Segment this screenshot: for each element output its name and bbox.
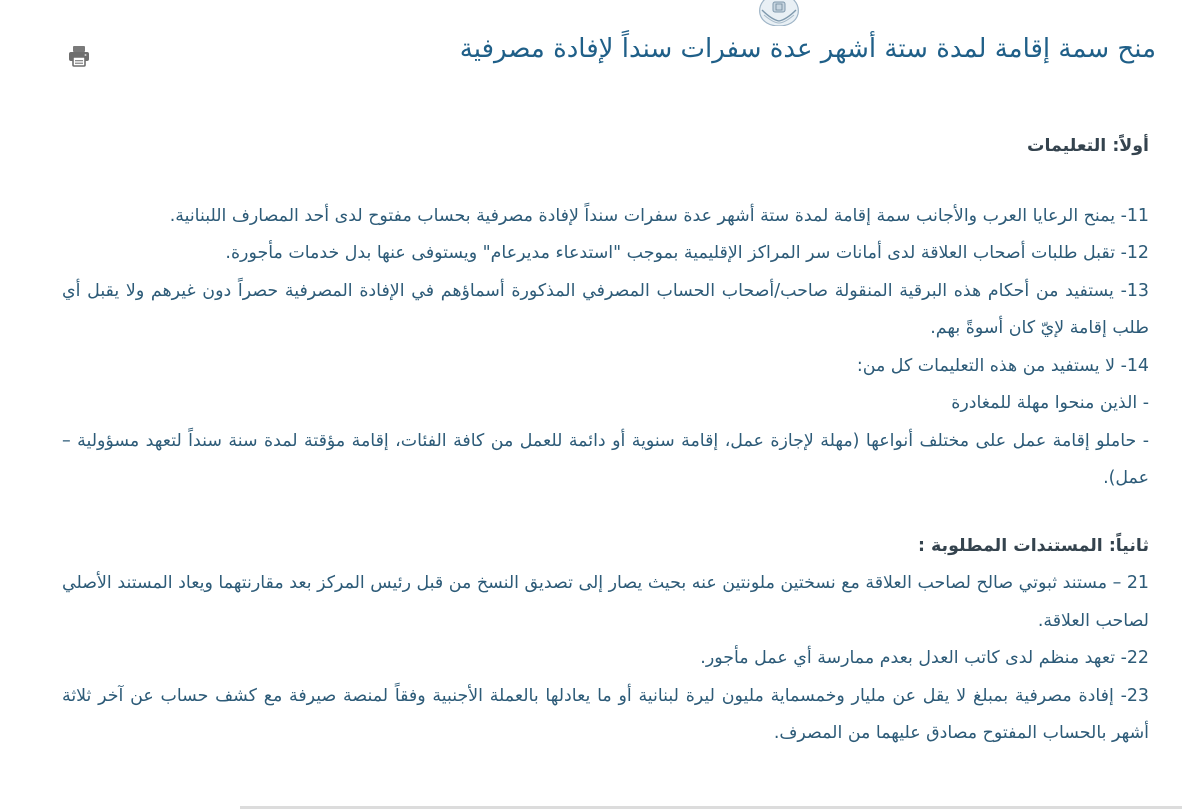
- document-item: 22- تعهد منظم لدى كاتب العدل بعدم ممارسة أي عمل مأجور.: [700, 648, 1149, 668]
- instructions-content: [62, 128, 1149, 753]
- instruction-item: 13- يستفيد من أحكام هذه البرقية المنقولة صاحب/أصحاب الحساب المصرفي المذكورة أسماؤهم في الإفادة المصرفية حصراً دون غيرهم ولا يقبل أي طلب إقامة لإيّ كان أسوةً بهم.: [62, 280, 1149, 338]
- instruction-item: - الذين منحوا مهلة للمغادرة: [951, 393, 1149, 413]
- section-heading-instructions: أولاً: التعليمات: [1027, 136, 1149, 156]
- page-title: منح سمة إقامة لمدة ستة أشهر عدة سفرات سنداً لإفادة مصرفية: [459, 34, 1156, 64]
- printer-icon[interactable]: [67, 44, 91, 68]
- section-heading-documents: ثانياً: المستندات المطلوبة :: [918, 535, 1149, 556]
- document-item: 21 – مستند ثبوتي صالح لصاحب العلاقة مع نسختين ملونتين عنه بحيث يصار إلى تصديق النسخ من قبل رئيس المركز بعد مقارنتهما ويعاد المستند الأصلي لصاحب العلاقة.: [62, 573, 1149, 631]
- instruction-item: 11- يمنح الرعايا العرب والأجانب سمة إقامة لمدة ستة أشهر عدة سفرات سنداً لإفادة مصرفية بحساب مفتوح لدى أحد المصارف اللبنانية.: [169, 205, 1149, 226]
- instruction-item: - حاملو إقامة عمل على مختلف أنواعها (مهلة لإجازة عمل، إقامة سنوية أو دائمة للعمل من كافة الفئات، إقامة مؤقتة لمدة سنة سنداً لتعهد مسؤولية – عمل).: [62, 430, 1149, 488]
- instruction-item: 12- تقبل طلبات أصحاب العلاقة لدى أمانات سر المراكز الإقليمية بموجب "استدعاء مديرعام" ويستوفى عنها بدل خدمات مأجورة.: [225, 243, 1149, 263]
- document-item: 23- إفادة مصرفية بمبلغ لا يقل عن مليار وخمسماية مليون ليرة لبنانية أو ما يعادلها بالعملة الأجنبية وفقاً لمنصة صيرفة مع كشف حساب عن آخر ثلاثة أشهر بالحساب المفتوح مصادق عليهما من المصرف.: [62, 685, 1149, 743]
- general-security-logo-icon: [754, 0, 804, 26]
- instruction-item: 14- لا يستفيد من هذه التعليمات كل من:: [856, 355, 1149, 376]
